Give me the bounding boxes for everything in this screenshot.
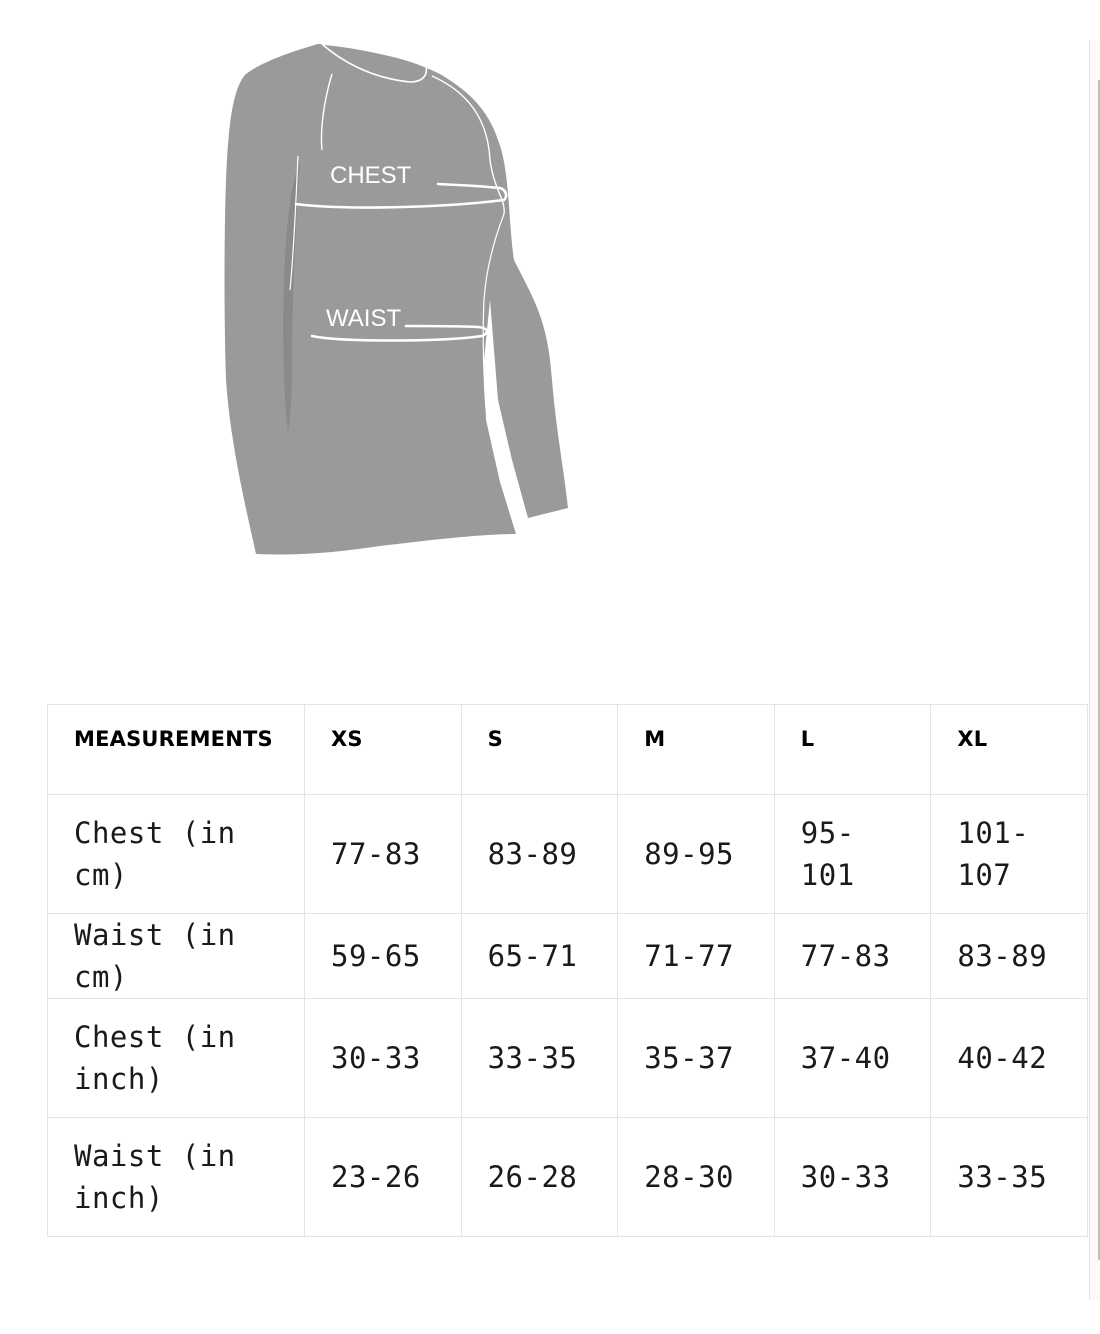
- cell-value: 77-83: [774, 914, 931, 999]
- size-chart-table: [47, 704, 1088, 1237]
- cell-value: 30-33: [305, 999, 462, 1118]
- cell-value: 40-42: [931, 999, 1088, 1118]
- table-row: [48, 999, 1088, 1118]
- cell-value: 30-33: [774, 1118, 931, 1237]
- cell-value: 89-95: [618, 795, 775, 914]
- cell-value: 23-26: [305, 1118, 462, 1237]
- cell-value: 37-40: [774, 999, 931, 1118]
- long-sleeve-shirt-diagram: [0, 0, 1100, 620]
- header-size-l: L: [774, 705, 931, 795]
- scrollbar-track[interactable]: [1089, 40, 1100, 1300]
- cell-value: 35-37: [618, 999, 775, 1118]
- row-label: Chest (in inch): [48, 999, 305, 1118]
- header-size-xs: XS: [305, 705, 462, 795]
- cell-value: 59-65: [305, 914, 462, 999]
- chest-label: CHEST: [330, 162, 412, 189]
- header-size-m: M: [618, 705, 775, 795]
- cell-value: 101-107: [931, 795, 1088, 914]
- table-row: [48, 795, 1088, 914]
- waist-label: WAIST: [326, 305, 402, 332]
- cell-value: 28-30: [618, 1118, 775, 1237]
- table-row: [48, 914, 1088, 999]
- cell-value: 95-101: [774, 795, 931, 914]
- table-header-row: [48, 705, 1088, 795]
- cell-value: 65-71: [461, 914, 618, 999]
- header-measurements: MEASUREMENTS: [48, 705, 305, 795]
- shirt-silhouette: [225, 44, 569, 555]
- cell-value: 33-35: [461, 999, 618, 1118]
- header-size-xl: XL: [931, 705, 1088, 795]
- cell-value: 26-28: [461, 1118, 618, 1237]
- cell-value: 83-89: [931, 914, 1088, 999]
- row-label: Waist (in inch): [48, 1118, 305, 1237]
- cell-value: 77-83: [305, 795, 462, 914]
- size-guide-illustration: [0, 0, 1100, 620]
- cell-value: 33-35: [931, 1118, 1088, 1237]
- row-label: Chest (in cm): [48, 795, 305, 914]
- cell-value: 71-77: [618, 914, 775, 999]
- header-size-s: S: [461, 705, 618, 795]
- table-row: [48, 1118, 1088, 1237]
- row-label: Waist (in cm): [48, 914, 305, 999]
- cell-value: 83-89: [461, 795, 618, 914]
